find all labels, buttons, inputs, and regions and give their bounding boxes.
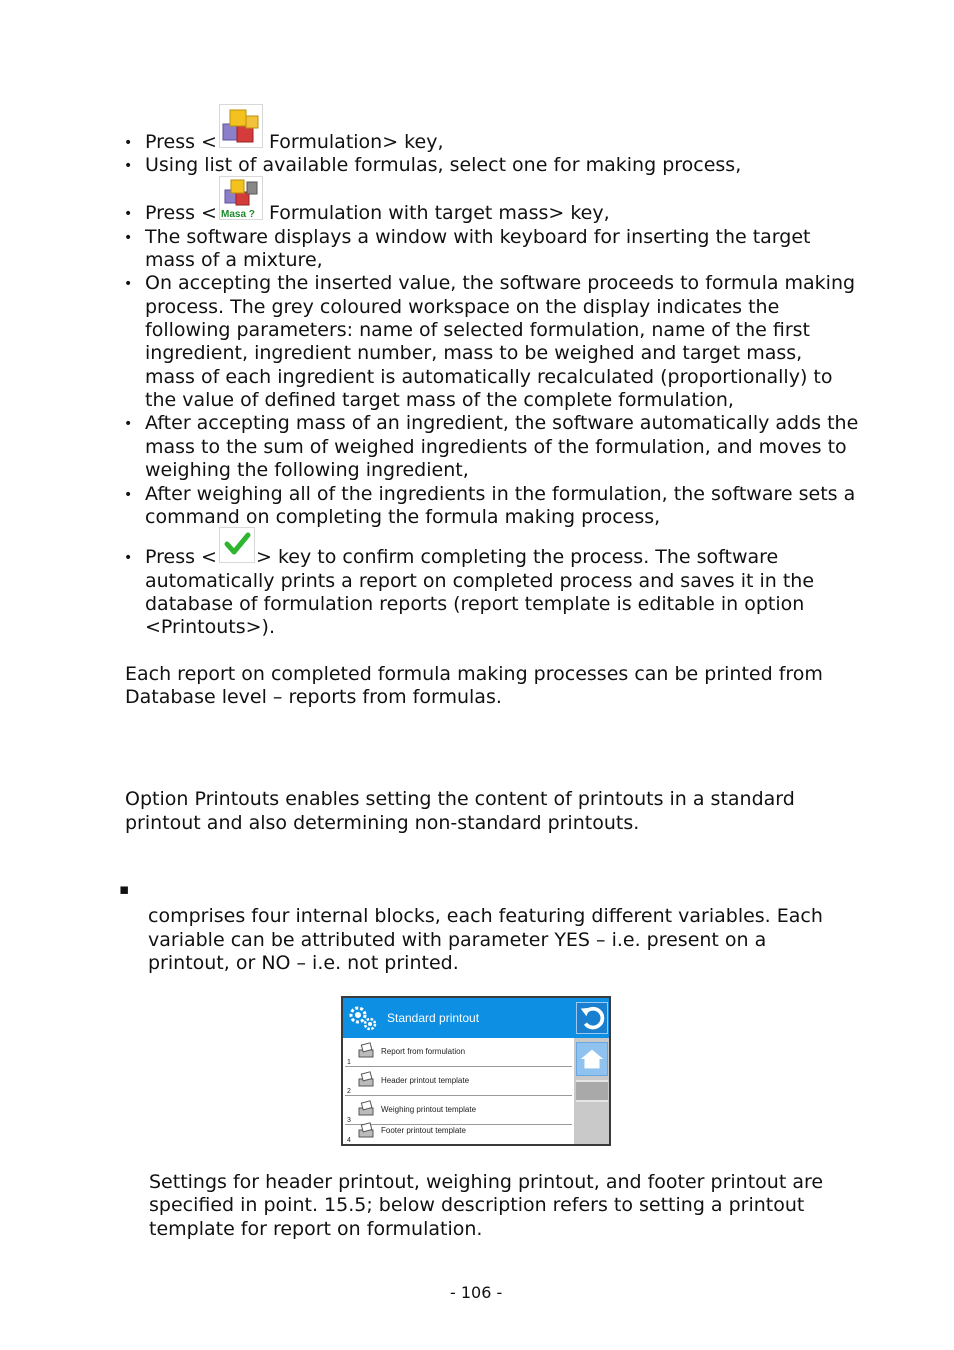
paragraph-line: printout, or NO – i.e. not printed.	[148, 952, 459, 974]
text-line: Press <	[145, 202, 217, 224]
text-line: mass of a mixture,	[145, 249, 323, 271]
paragraph-line: Database level – reports from formulas.	[125, 686, 502, 708]
bullet-dot: •	[124, 158, 133, 174]
paragraph-line: Option Printouts enables setting the content of printouts in a standard	[125, 788, 795, 810]
text-line: weighing the following ingredient,	[145, 459, 469, 481]
back-arrow-icon	[577, 1003, 607, 1033]
list-item-number: 2	[347, 1088, 351, 1095]
list-item[interactable]	[345, 1038, 572, 1067]
formulation-target-mass-icon	[219, 176, 263, 220]
text-line: automatically prints a report on completed process and saves it in the	[145, 570, 815, 592]
text-line: Press <	[145, 546, 217, 568]
list-item-label: Weighing printout template	[381, 1105, 477, 1114]
text-line: The software displays a window with keyboard for inserting the target	[145, 226, 811, 248]
paragraph-line: variable can be attributed with parameter YES – i.e. present on a	[148, 929, 767, 951]
bullet-dot: •	[124, 276, 133, 292]
list-item-label: Report from formulation	[381, 1047, 466, 1056]
text-line: After weighing all of the ingredients in the formulation, the software sets a	[145, 483, 856, 505]
text-line: Press <	[145, 131, 217, 153]
list-item-number: 4	[347, 1137, 351, 1144]
bullet-dot: •	[124, 550, 133, 566]
bullet-dot: •	[124, 206, 133, 222]
text-line: the value of defined target mass of the complete formulation,	[145, 389, 734, 411]
square-bullet: ▪	[119, 880, 130, 898]
text-line: mass of each ingredient is automatically recalculated (proportionally) to	[145, 366, 833, 388]
printer-icon	[357, 1122, 377, 1140]
list-item-number: 3	[347, 1117, 351, 1124]
standard-printout-screenshot	[341, 996, 611, 1146]
text-line: database of formulation reports (report template is editable in option	[145, 593, 805, 615]
screen-header	[343, 998, 609, 1038]
home-button[interactable]	[576, 1042, 608, 1076]
bullet-dot: •	[124, 230, 133, 246]
screen-title: Standard printout	[387, 1011, 480, 1025]
text-line: mass to the sum of weighed ingredients of the formulation, and moves to	[145, 436, 847, 458]
list-item-number: 1	[347, 1059, 351, 1066]
paragraph-line: Each report on completed formula making processes can be printed from	[125, 663, 823, 685]
paragraph-line: specified in point. 15.5; below description refers to setting a printout	[149, 1194, 805, 1216]
formulation-blocks-icon	[219, 104, 263, 148]
printer-icon	[357, 1042, 377, 1060]
text-line: ingredient, ingredient number, mass to be weighed and target mass,	[145, 342, 803, 364]
list-item[interactable]	[345, 1096, 572, 1125]
list-item-label: Footer printout template	[381, 1126, 466, 1135]
text-line: On accepting the inserted value, the software proceeds to formula making	[145, 272, 856, 294]
back-button[interactable]	[576, 1002, 608, 1034]
list-item[interactable]	[345, 1122, 572, 1145]
paragraph-line: printout and also determining non-standard printouts.	[125, 812, 640, 834]
bullet-dot: •	[124, 135, 133, 151]
paragraph-line: Settings for header printout, weighing printout, and footer printout are	[149, 1171, 824, 1193]
text-line: following parameters: name of selected formulation, name of the first	[145, 319, 810, 341]
text-line: Formulation> key,	[269, 131, 444, 153]
confirm-check-icon	[219, 527, 255, 563]
text-line: Formulation with target mass> key,	[269, 202, 610, 224]
settings-gears-icon	[347, 1004, 379, 1032]
text-line: Using list of available formulas, select one for making process,	[145, 154, 742, 176]
page-number: - 106 -	[450, 1283, 503, 1302]
text-line: After accepting mass of an ingredient, the software automatically adds the	[145, 412, 859, 434]
text-line: > key to confirm completing the process. The software	[256, 546, 779, 568]
paragraph-line: comprises four internal blocks, each featuring different variables. Each	[148, 905, 823, 927]
printer-icon	[357, 1071, 377, 1089]
bullet-dot: •	[124, 416, 133, 432]
home-icon	[577, 1043, 607, 1075]
text-line: command on completing the formula making process,	[145, 506, 661, 528]
printer-icon	[357, 1100, 377, 1118]
svg-text:Masa ?: Masa ?	[221, 209, 255, 220]
scrollbar[interactable]	[576, 1080, 608, 1102]
text-line: <Printouts>).	[145, 616, 276, 638]
list-item[interactable]	[345, 1067, 572, 1096]
list-item-label: Header printout template	[381, 1076, 470, 1085]
bullet-dot: •	[124, 487, 133, 503]
text-line: process. The grey coloured workspace on the display indicates the	[145, 296, 780, 318]
paragraph-line: template for report on formulation.	[149, 1218, 483, 1240]
